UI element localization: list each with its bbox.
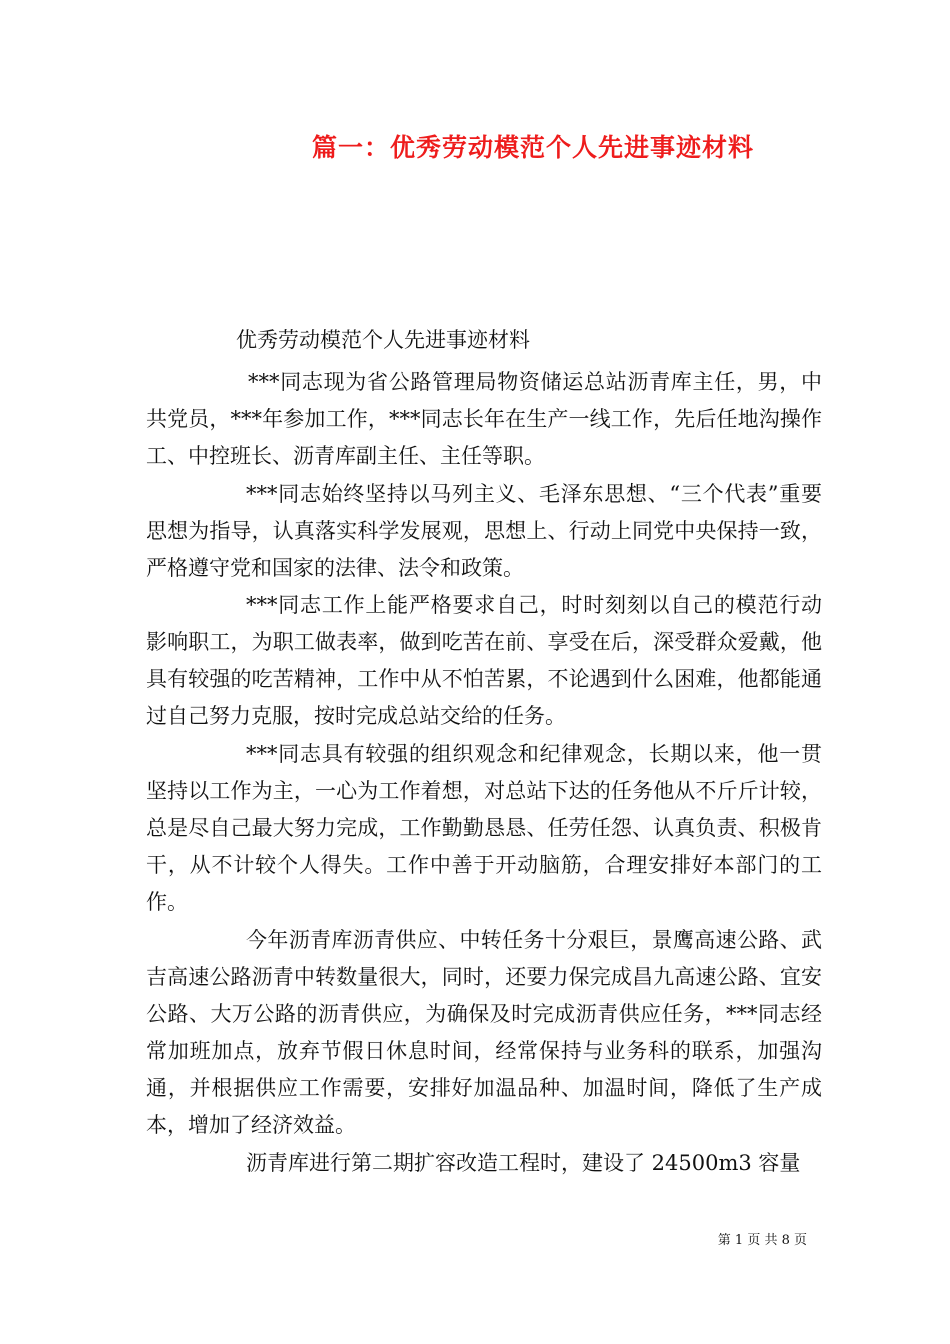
page-number: 第 1 页 共 8 页: [717, 1233, 807, 1248]
document-body: [146, 318, 822, 1182]
paragraph: ***同志现为省公路管理局物资储运总站沥青库主任，男，中共党员，***年参加工作，***同志长年在生产一线工作，先后任地沟操作工、中控班长、沥青库副主任、主任等职。: [146, 369, 822, 468]
paragraph: ***同志具有较强的组织观念和纪律观念，长期以来，他一贯坚持以工作为主，一心为工作着想，对总站下达的任务他从不斤斤计较，总是尽自己最大努力完成，工作勤勤恳恳、任劳任怨、认真负责、积极肯干，从不计较个人得失。工作中善于开动脑筋，合理安排好本部门的工作。: [146, 742, 822, 914]
paragraph: ***同志工作上能严格要求自己，时时刻刻以自己的模范行动影响职工，为职工做表率，做到吃苦在前、享受在后，深受群众爱戴，他具有较强的吃苦精神，工作中从不怕苦累，不论遇到什么困难，他都能通过自己努力克服，按时完成总站交给的任务。: [146, 593, 822, 729]
paragraph: 沥青库进行第二期扩容改造工程时，建设了 24500m3 容量: [246, 1150, 801, 1175]
document-subtitle: 优秀劳动模范个人先进事迹材料: [236, 328, 530, 352]
paragraph: ***同志始终坚持以马列主义、毛泽东思想、“三个代表”重要思想为指导，认真落实科学发展观，思想上、行动上同党中央保持一致，严格遵守党和国家的法律、法令和政策。: [146, 481, 822, 580]
page-title: 篇一：优秀劳动模范个人先进事迹材料: [311, 133, 754, 162]
paragraph: 今年沥青库沥青供应、中转任务十分艰巨，景鹰高速公路、武吉高速公路沥青中转数量很大，同时，还要力保完成昌九高速公路、宜安公路、大万公路的沥青供应，为确保及时完成沥青供应任务，***同志经常加班加点，放弃节假日休息时间，经常保持与业务科的联系，加强沟通，并根据供应工作需要，安排好加温品种、加温时间，降低了生产成本，增加了经济效益。: [146, 927, 822, 1137]
